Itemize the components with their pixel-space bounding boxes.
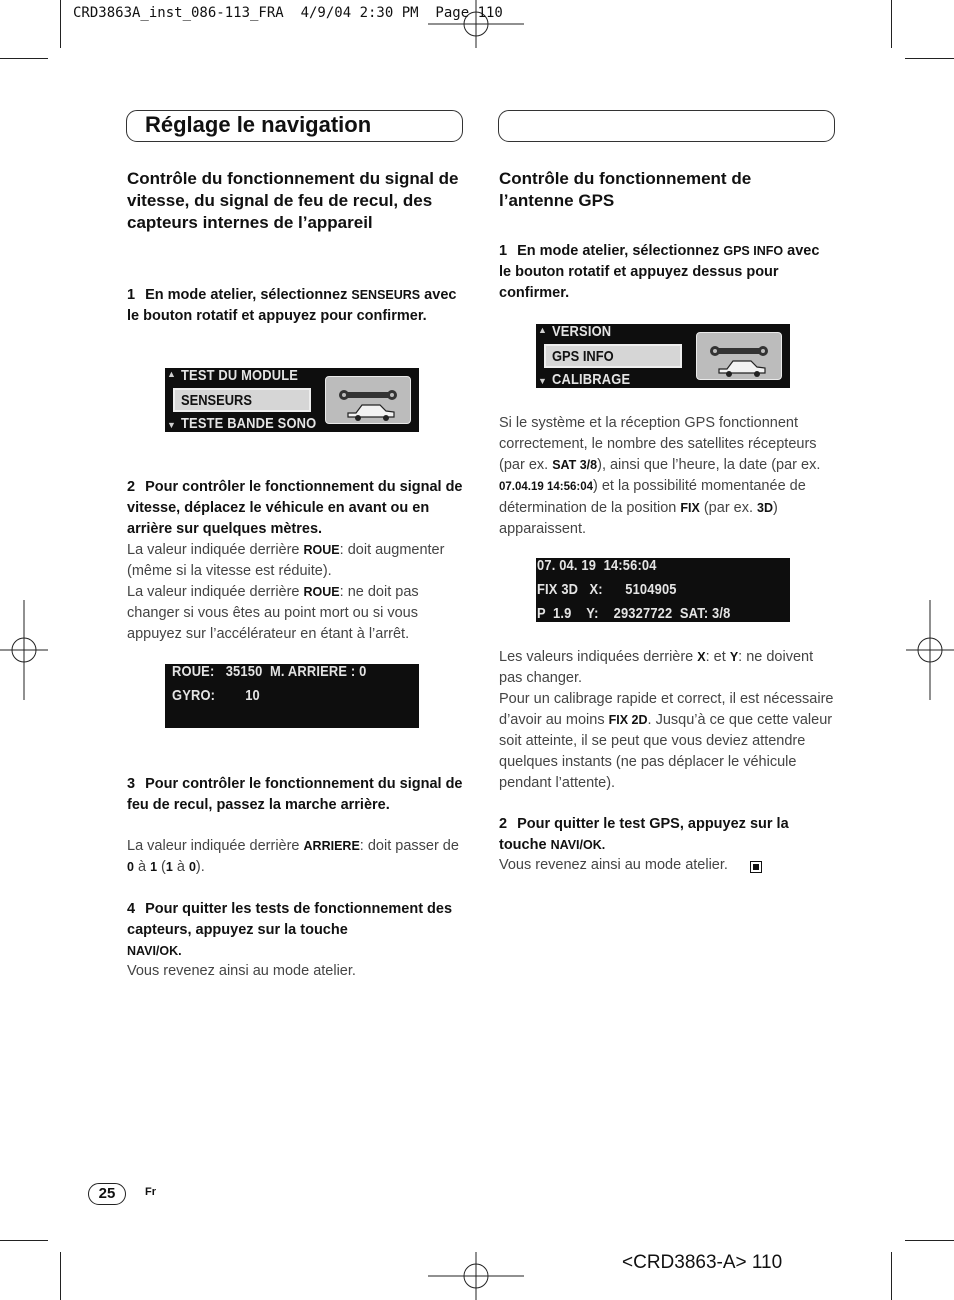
keyword: SENSEURS (351, 288, 421, 302)
wrench-car-icon (696, 332, 782, 380)
crop-mark (60, 0, 61, 48)
lcd-screen-gps-info (536, 324, 790, 388)
step-number: 1 (127, 287, 136, 303)
registration-mark-left (0, 600, 48, 700)
lcd-menu-item-prev: VERSION (552, 324, 612, 340)
crop-mark (60, 1252, 61, 1300)
arrow-up-icon: ▲ (167, 369, 176, 379)
left-heading: Contrôle du fonctionnement du signal de vitesse, du signal de feu de recul, des capteurs internes de l’appareil (127, 169, 459, 232)
keyword: GPS INFO (723, 244, 784, 258)
section-title: Réglage le navigation (145, 112, 372, 137)
empty-title-box (498, 110, 835, 142)
language-tag: Fr (145, 1186, 156, 1198)
lcd-menu-item-next: TESTE BANDE SONO (181, 415, 317, 432)
print-header: CRD3863A_inst_086-113_FRA 4/9/04 2:30 PM Page 110 (73, 5, 503, 21)
crop-mark (891, 0, 892, 48)
page-number: 25 (88, 1183, 126, 1205)
left-para-2a: La valeur indiquée derrière ROUE: doit augmenter (même si la vitesse est réduite). (127, 542, 445, 579)
right-para-3: Pour un calibrage rapide et correct, il est nécessaire d’avoir au moins FIX 2D. Jusqu’à ce que cette valeur soit atteinte, il se peut que vous deviez attendre quelques instants (ne pas déplacer le véhicule pendant l’attente). (499, 691, 834, 791)
left-para-4: Vous revenez ainsi au mode atelier. (127, 963, 356, 979)
right-heading: Contrôle du fonctionnement de l’antenne GPS (499, 169, 752, 210)
lcd-screen-gps-data (536, 558, 790, 622)
right-para-1: Si le système et la réception GPS fonctionnent correctement, le nombre des satellites récepteurs (par ex. SAT 3/8), ainsi que l’heure, la date (par ex. 07.04.19 14:56:04) et la possibilité momentanée de détermination de la position FIX (par ex. 3D) apparaissent. (499, 415, 821, 537)
left-step-1: 1 En mode atelier, sélectionnez SENSEURS avec le bouton rotatif et appuyez pour confirmer. (127, 287, 457, 324)
left-para-3: La valeur indiquée derrière ARRIERE: doit passer de 0 à 1 (1 à 0). (127, 838, 459, 875)
lcd-line-2: FIX 3D X: 5104905 (537, 581, 677, 598)
right-step-2: 2 Pour quitter le test GPS, appuyez sur la touche NAVI/OK. (499, 816, 789, 853)
lcd-menu-item-selected: SENSEURS (173, 388, 311, 412)
arrow-down-icon: ▼ (167, 420, 176, 430)
registration-mark-bottom (426, 1252, 526, 1300)
left-step-4: 4 Pour quitter les tests de fonctionnement des capteurs, appuyez sur la touche NAVI/OK. (127, 901, 453, 958)
crop-mark (905, 1240, 954, 1241)
arrow-down-icon: ▼ (538, 376, 547, 386)
registration-mark-right (906, 600, 954, 700)
right-para-4: Vous revenez ainsi au mode atelier. (499, 857, 728, 873)
crop-mark (905, 58, 954, 59)
crop-mark (891, 1252, 892, 1300)
lcd-menu-item-next: CALIBRAGE (552, 371, 631, 388)
arrow-up-icon: ▲ (538, 325, 547, 335)
left-step-2: 2 Pour contrôler le fonctionnement du signal de vitesse, déplacez le véhicule en avant ou en arrière sur quelques mètres. (127, 479, 463, 537)
lcd-line-2: GYRO: 10 (172, 687, 260, 704)
left-para-2b: La valeur indiquée derrière ROUE: ne doit pas changer si vous êtes au point mort ou si vous appuyez sur l’accélérateur en étant à l’arrêt. (127, 584, 419, 642)
step-number: 4 (127, 901, 136, 917)
right-step-1: 1 En mode atelier, sélectionnez GPS INFO avec le bouton rotatif et appuyez dessus pour confirmer. (499, 243, 820, 301)
step-number: 3 (127, 776, 136, 792)
lcd-menu-item-prev: TEST DU MODULE (181, 368, 299, 384)
lcd-line-3: P 1.9 Y: 29327722 SAT: 3/8 (537, 605, 731, 622)
lcd-line-1: ROUE: 35150 M. ARRIERE : 0 (172, 664, 367, 680)
crop-mark (0, 1240, 48, 1241)
step-number: 2 (127, 479, 136, 495)
document-code: <CRD3863-A> 110 (622, 1252, 783, 1273)
end-of-section-icon (750, 861, 762, 873)
crop-mark (0, 58, 48, 59)
wrench-car-icon (325, 376, 411, 424)
lcd-menu-item-selected: GPS INFO (544, 344, 682, 368)
step-number: 2 (499, 816, 508, 832)
left-step-3: 3 Pour contrôler le fonctionnement du signal de feu de recul, passez la marche arrière. (127, 776, 463, 813)
lcd-screen-roue-gyro (165, 664, 419, 728)
step-number: 1 (499, 243, 508, 259)
lcd-line-1: 07. 04. 19 14:56:04 (537, 558, 657, 574)
lcd-screen-senseurs (165, 368, 419, 432)
right-para-2: Les valeurs indiquées derrière X: et Y: ne doivent pas changer. (499, 649, 814, 686)
